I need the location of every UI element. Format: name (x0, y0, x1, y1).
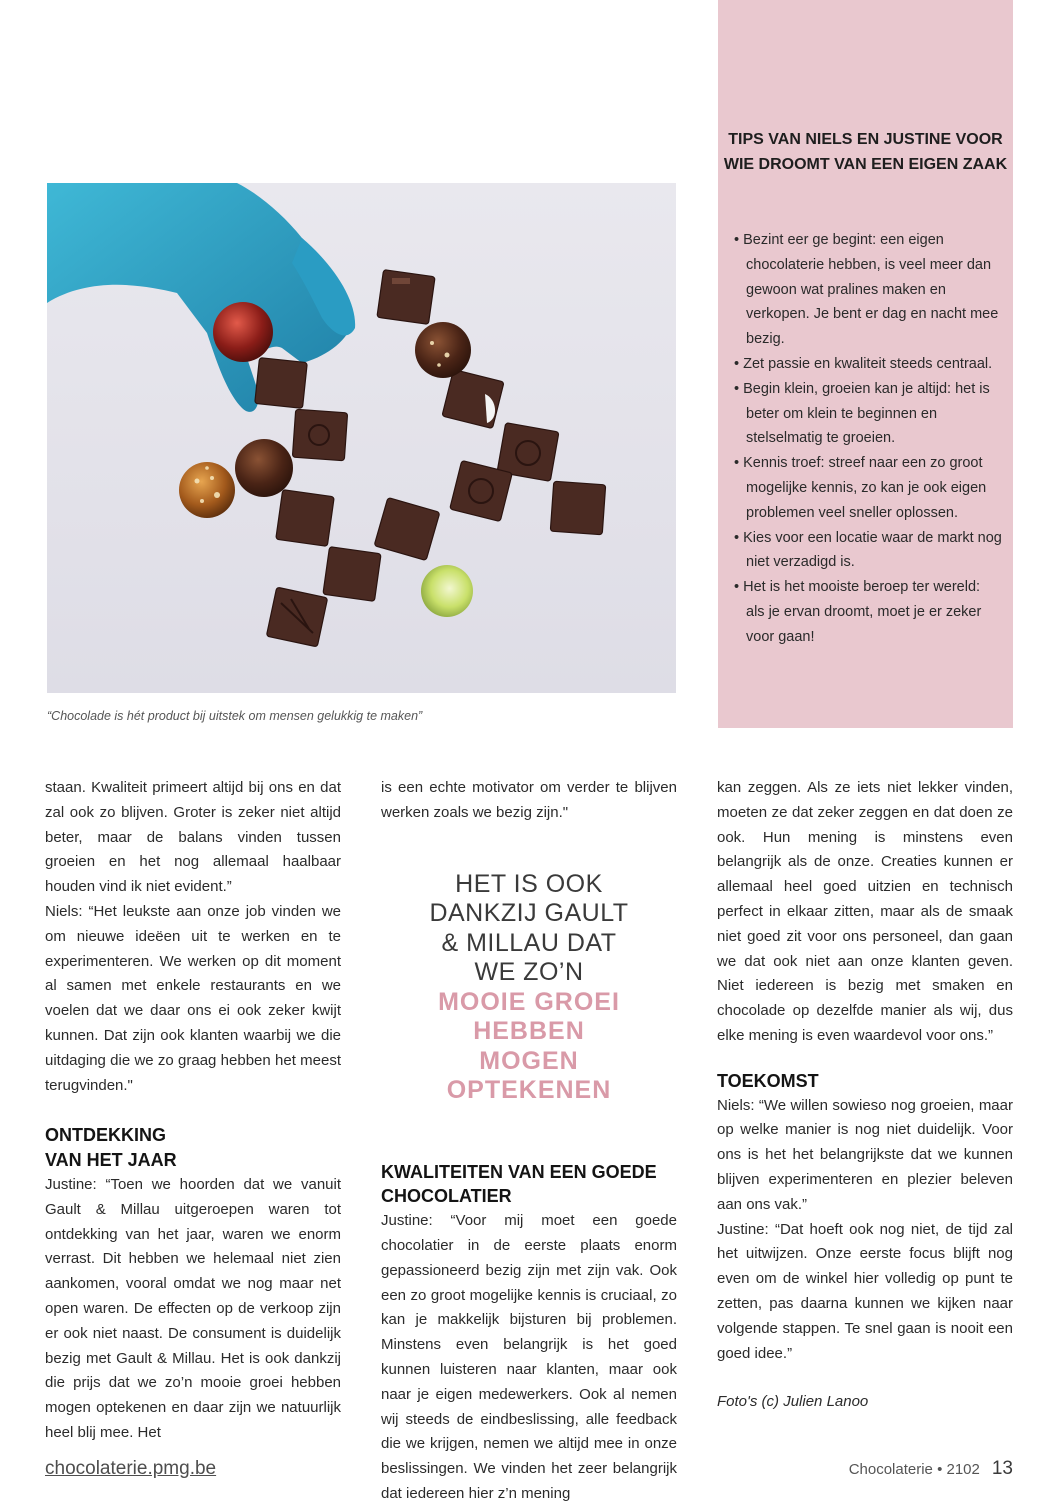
tip-item: • Begin klein, groeien kan je altijd: het is beter om klein te beginnen en stelselmatig te groeien. (734, 377, 1002, 451)
photo-credit: Foto's (c) Julien Lanoo (717, 1393, 869, 1411)
pull-quote-highlight: MOOIE GROEI HEBBEN MOGEN OPTEKENEN (438, 987, 620, 1105)
page-number: 13 (991, 1458, 1013, 1479)
paragraph: is een echte motivator om verder te blijven werken zoals we bezig zijn." (381, 779, 677, 821)
tip-item: • Kies voor een locatie waar de markt nog niet verzadigd is. (734, 526, 1002, 576)
paragraph: Justine: “Voor mij moet een goede chocolatier in de eerste plaats enorm gepassioneerd bezig zijn met zijn vak. Ook een zo groot mogelijke kennis is cruciaal, zo kan je makkelijk bijsturen bij problemen. Minstens even belangrijk is het goed kunnen luisteren naar klanten, maar ook naar je eigen medewerkers. Ook al nemen wij steeds de eindbeslissing, alle feedback die we krijgen, nemen we altijd mee in onze beslissingen. We vinden het zeer belangrijk dat iedereen hier z’n mening (381, 1212, 677, 1502)
photo-caption: “Chocolade is hét product bij uitstek om mensen gelukkig te maken” (47, 709, 423, 723)
tip-item: • Kennis troef: streef naar een zo groot mogelijke kennis, zo kan je ook eigen problemen veel sneller oplossen. (734, 451, 1002, 525)
article-column-2 (381, 776, 677, 1507)
issue-label: Chocolaterie • 2102 (848, 1461, 980, 1478)
page-footer (849, 1458, 1013, 1480)
pull-quote (381, 870, 677, 1106)
paragraph: Niels: “We willen sowieso nog groeien, maar op welke manier is nog niet duidelijk. Voor ons is het het belangrijkste dat we kunnen blijven experimenteren en plezier beleven aan ons vak.” (717, 1096, 1013, 1213)
sidebar-title: TIPS VAN NIELS EN JUSTINE VOOR WIE DROOMT VAN EEN EIGEN ZAAK (723, 131, 1008, 173)
paragraph: kan zeggen. Als ze iets niet lekker vinden, moeten ze dat zeker zeggen en dat doen ze ook. Hun mening is minstens even belangrijk als de onze. Creaties kunnen er allemaal heel goed uitzien en technisch perfect in elkaar zitten, maar als de smaak niet goed zit voor ons personeel, dan gaan we dat ook niet aan onze klanten geven. Niet iedereen is bezig met smaken en chocolade op dezelfde manier als wij, dus elke mening is even waardevol voor ons.” (717, 779, 1013, 1044)
section-heading: TOEKOMST (717, 1070, 819, 1091)
section-heading: ONTDEKKING VAN HET JAAR (45, 1125, 177, 1171)
tips-list (734, 228, 1002, 650)
paragraph: Niels: “Het leukste aan onze job vinden we om nieuwe ideëen uit te werken en te experimenteren. We werken op dit moment al samen met enkele restaurants en we voelen dat we daar ons ei ook zeker kwijt kunnen. Dat zijn ook klanten waarbij we die uitdaging die we zo graag hebben het meest terugvinden." (45, 902, 341, 1094)
article-photo (47, 183, 676, 693)
article-column-3 (717, 776, 1013, 1415)
website-link[interactable]: chocolaterie.pmg.be (45, 1458, 217, 1479)
tip-item: • Zet passie en kwaliteit steeds centraal. (734, 352, 1002, 377)
article-column-1 (45, 776, 341, 1446)
paragraph: Justine: “Dat hoeft ook nog niet, de tijd zal het uitwijzen. Onze eerste focus blijft nog even om de winkel hier volledig op punt te zetten, pas daarna kunnen we kijken naar volgende stappen. Te snel gaan is nooit een goed idee.” (717, 1220, 1013, 1362)
paragraph: Justine: “Toen we hoorden dat we vanuit Gault & Millau uitgeroepen waren tot ontdekking van het jaar, waren we enorm verrast. Dit hebben we helemaal niet zien aankomen, vooral omdat we nog maar net open waren. De effecten op de verkoop zijn er ook niet naast. De consument is duidelijk bezig met Gault & Millau. Het is ook dankzij die prijs dat we zo’n mooie groei hebben mogen optekenen en daar zijn we natuurlijk heel blij mee. Het (45, 1175, 341, 1441)
section-heading: KWALITEITEN VAN EEN GOEDE CHOCOLATIER (381, 1161, 657, 1207)
pull-quote-text: HET IS OOK DANKZIJ GAULT & MILLAU DAT WE ZO’N (429, 869, 629, 987)
chocolate-pralines-photo (47, 183, 676, 693)
tip-item: • Het is het mooiste beroep ter wereld: als je ervan droomt, moet je er zeker voor gaan! (734, 575, 1002, 649)
tips-sidebar (718, 0, 1013, 728)
paragraph: staan. Kwaliteit primeert altijd bij ons en dat zal ook zo blijven. Groter is zeker niet altijd beter, maar de balans vinden tussen groeien en het nog allemaal haalbaar houden vind ik niet evident.” (45, 779, 341, 896)
tip-item: • Bezint eer ge begint: een eigen chocolaterie hebben, is veel meer dan gewoon wat pralines maken en verkopen. Je bent er dag en nacht mee bezig. (734, 228, 1002, 352)
